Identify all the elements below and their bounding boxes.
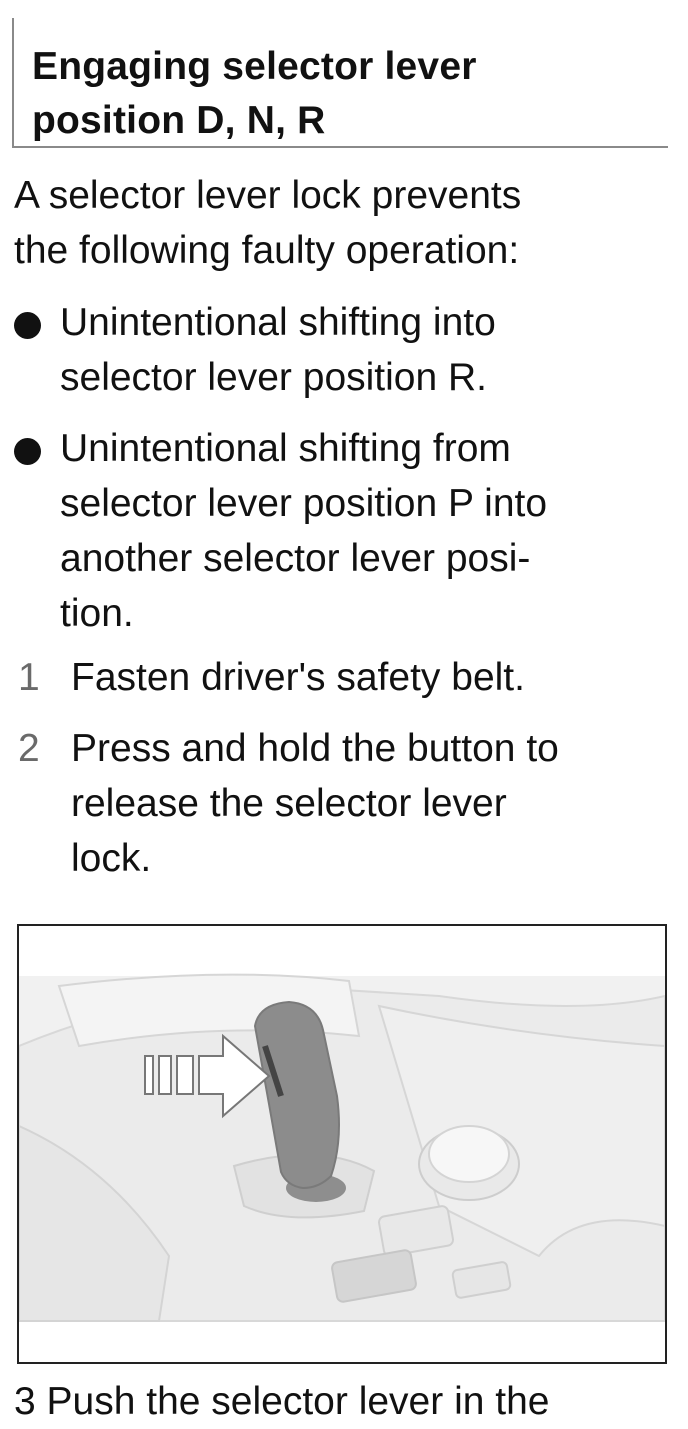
bullet-2-line-3: another selector lever posi- <box>60 537 531 580</box>
step-2-line-1: Press and hold the button to <box>71 727 559 770</box>
heading-line-2: position D, N, R <box>32 99 326 142</box>
bullet-1-line-2: selector lever position R. <box>60 356 488 399</box>
intro-line-2: the following faulty operation: <box>14 229 520 272</box>
console-drawing <box>19 926 665 1362</box>
intro-line-1: A selector lever lock prevents <box>14 174 522 217</box>
next-step-partial: 3 Push the selector lever in the <box>14 1380 550 1423</box>
step-number: 2 <box>18 727 40 770</box>
section-heading <box>32 40 477 148</box>
bullet-icon <box>14 312 41 339</box>
step-1-line-1: Fasten driver's safety belt. <box>71 656 525 699</box>
bullet-1-line-1: Unintentional shifting into <box>60 301 496 344</box>
step-2-line-3: lock. <box>71 837 152 880</box>
bullet-icon <box>14 438 41 465</box>
selector-lever-illustration <box>17 924 667 1364</box>
section-heading-box <box>12 18 668 148</box>
intro-paragraph <box>14 168 674 278</box>
bullet-2-line-1: Unintentional shifting from <box>60 427 511 470</box>
bullet-2-line-4: tion. <box>60 592 134 635</box>
heading-line-1: Engaging selector lever <box>32 45 477 88</box>
step-number: 1 <box>18 656 40 699</box>
bullet-2-line-2: selector lever position P into <box>60 482 548 525</box>
step-2-line-2: release the selector lever <box>71 782 507 825</box>
